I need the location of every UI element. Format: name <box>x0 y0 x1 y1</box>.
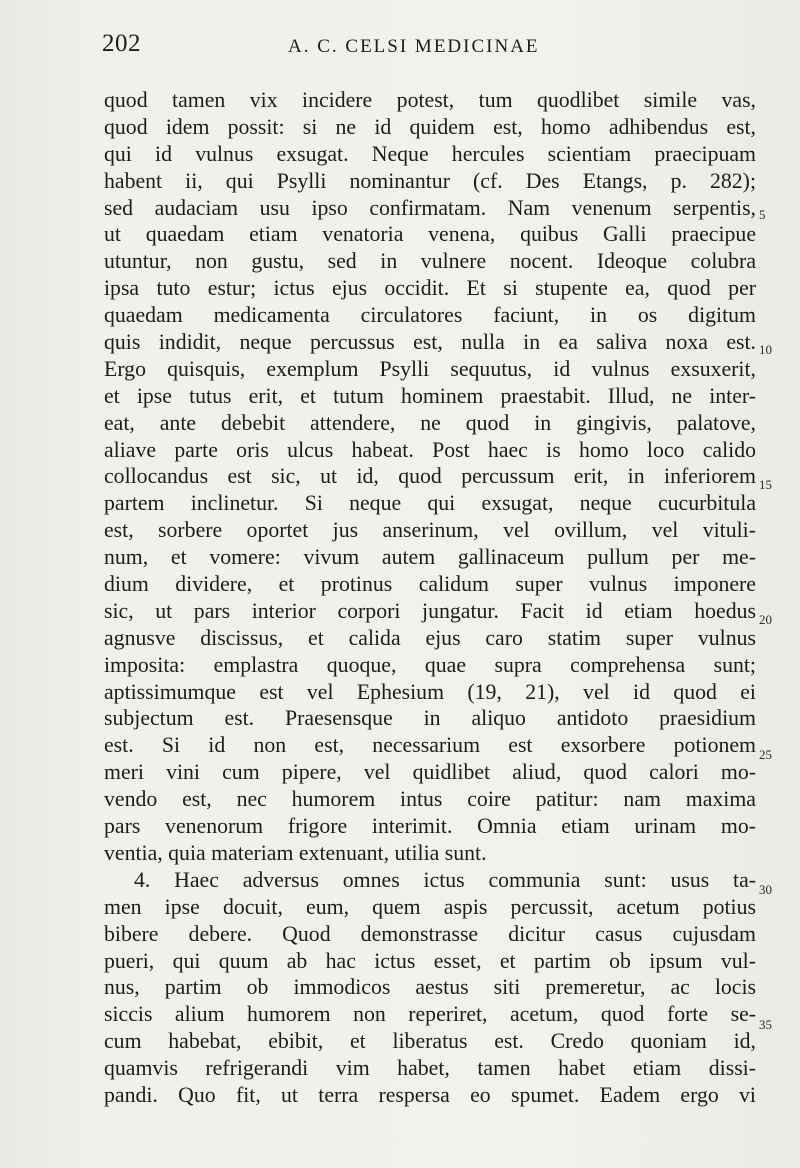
text-line: qui id vulnus exsugat. Neque hercules scientiam praecipuam <box>104 141 756 166</box>
text-line: sic, ut pars interior corpori jungatur. Facit id etiam hoedus <box>104 598 756 623</box>
text-line: utuntur, non gustu, sed in vulnere nocent. Ideoque colubra <box>104 249 756 274</box>
text-line: nus, partim ob immodicos aestus siti premeretur, ac locis <box>104 975 756 1000</box>
text-line: collocandus est sic, ut id, quod percussum erit, in inferiorem <box>104 464 756 489</box>
text-line: et ipse tutus erit, et tutum hominem praestabit. Illud, ne inter- <box>104 383 756 408</box>
text-line: meri vini cum pipere, vel quidlibet aliud, quod calori mo- <box>104 760 756 785</box>
text-line: aliave parte oris ulcus habeat. Post haec is homo loco calido <box>104 437 756 462</box>
margin-line-number: 30 <box>759 882 772 897</box>
text-line: imposita: emplastra quoque, quae supra comprehensa sunt; <box>104 652 756 677</box>
margin-line-number: 15 <box>759 477 772 492</box>
body-text <box>104 87 756 1109</box>
text-line: men ipse docuit, eum, quem aspis percussit, acetum potius <box>104 894 756 919</box>
page-number: 202 <box>102 30 141 57</box>
text-line: quod idem possit: si ne id quidem est, homo adhibendus est, <box>104 114 756 139</box>
text-line: cum habebat, ebibit, et liberatus est. Credo quoniam id, <box>104 1029 756 1054</box>
margin-line-number: 25 <box>759 747 772 762</box>
text-line: quaedam medicamenta circulatores faciunt, in os digitum <box>104 303 756 328</box>
text-line: eat, ante debebit attendere, ne quod in gingivis, palatove, <box>104 410 756 435</box>
text-line: ventia, quia materiam extenuant, utilia sunt. <box>104 840 487 865</box>
text-line: siccis alium humorem non reperiret, acetum, quod forte se- <box>104 1002 756 1027</box>
text-line: partem inclinetur. Si neque qui exsugat, neque cucurbitula <box>104 491 756 516</box>
margin-line-number: 10 <box>759 342 772 357</box>
text-line: dium dividere, et protinus calidum super vulnus imponere <box>104 572 756 597</box>
text-line: subjectum est. Praesensque in aliquo antidoto praesidium <box>104 706 756 731</box>
margin-line-number: 20 <box>759 612 772 627</box>
text-line: habent ii, qui Psylli nominantur (cf. Des Etangs, p. 282); <box>104 168 756 193</box>
text-line: pueri, qui quum ab hac ictus esset, et partim ob ipsum vul- <box>104 948 756 973</box>
running-head: A. C. CELSI MEDICINAE <box>288 36 540 57</box>
text-line: agnusve discissus, et calida ejus caro statim super vulnus <box>104 625 756 650</box>
text-line: vendo est, nec humorem intus coire patitur: nam maxima <box>104 787 756 812</box>
text-line: 4. Haec adversus omnes ictus communia sunt: usus ta- <box>134 867 756 892</box>
margin-line-number: 5 <box>759 207 766 222</box>
text-line: Ergo quisquis, exemplum Psylli sequutus, id vulnus exsuxerit, <box>104 356 756 381</box>
text-line: quamvis refrigerandi vim habet, tamen habet etiam dissi- <box>104 1056 756 1081</box>
text-line: quod tamen vix incidere potest, tum quodlibet simile vas, <box>104 88 756 112</box>
text-line: ut quaedam etiam venatoria venena, quibus Galli praecipue <box>104 222 756 247</box>
text-line: aptissimumque est vel Ephesium (19, 21), vel id quod ei <box>104 679 756 704</box>
text-line: est. Si id non est, necessarium est exsorbere potionem <box>104 733 756 758</box>
margin-line-number: 35 <box>759 1017 772 1032</box>
text-line: ipsa tuto estur; ictus ejus occidit. Et si stupente ea, quod per <box>104 276 756 301</box>
text-line: num, et vomere: vivum autem gallinaceum pullum per me- <box>104 545 756 570</box>
text-line: bibere debere. Quod demonstrasse dicitur casus cujusdam <box>104 921 756 946</box>
page-header <box>102 30 782 66</box>
text-line: sed audaciam usu ipso confirmatam. Nam venenum serpentis, <box>104 195 756 220</box>
text-line: pars venenorum frigore interimit. Omnia etiam urinam mo- <box>104 814 756 839</box>
text-line: quis indidit, neque percussus est, nulla in ea saliva noxa est. <box>104 330 756 355</box>
text-line: pandi. Quo fit, ut terra respersa eo spumet. Eadem ergo vi <box>104 1082 756 1107</box>
text-line: est, sorbere oportet jus anserinum, vel ovillum, vel vituli- <box>104 518 756 543</box>
